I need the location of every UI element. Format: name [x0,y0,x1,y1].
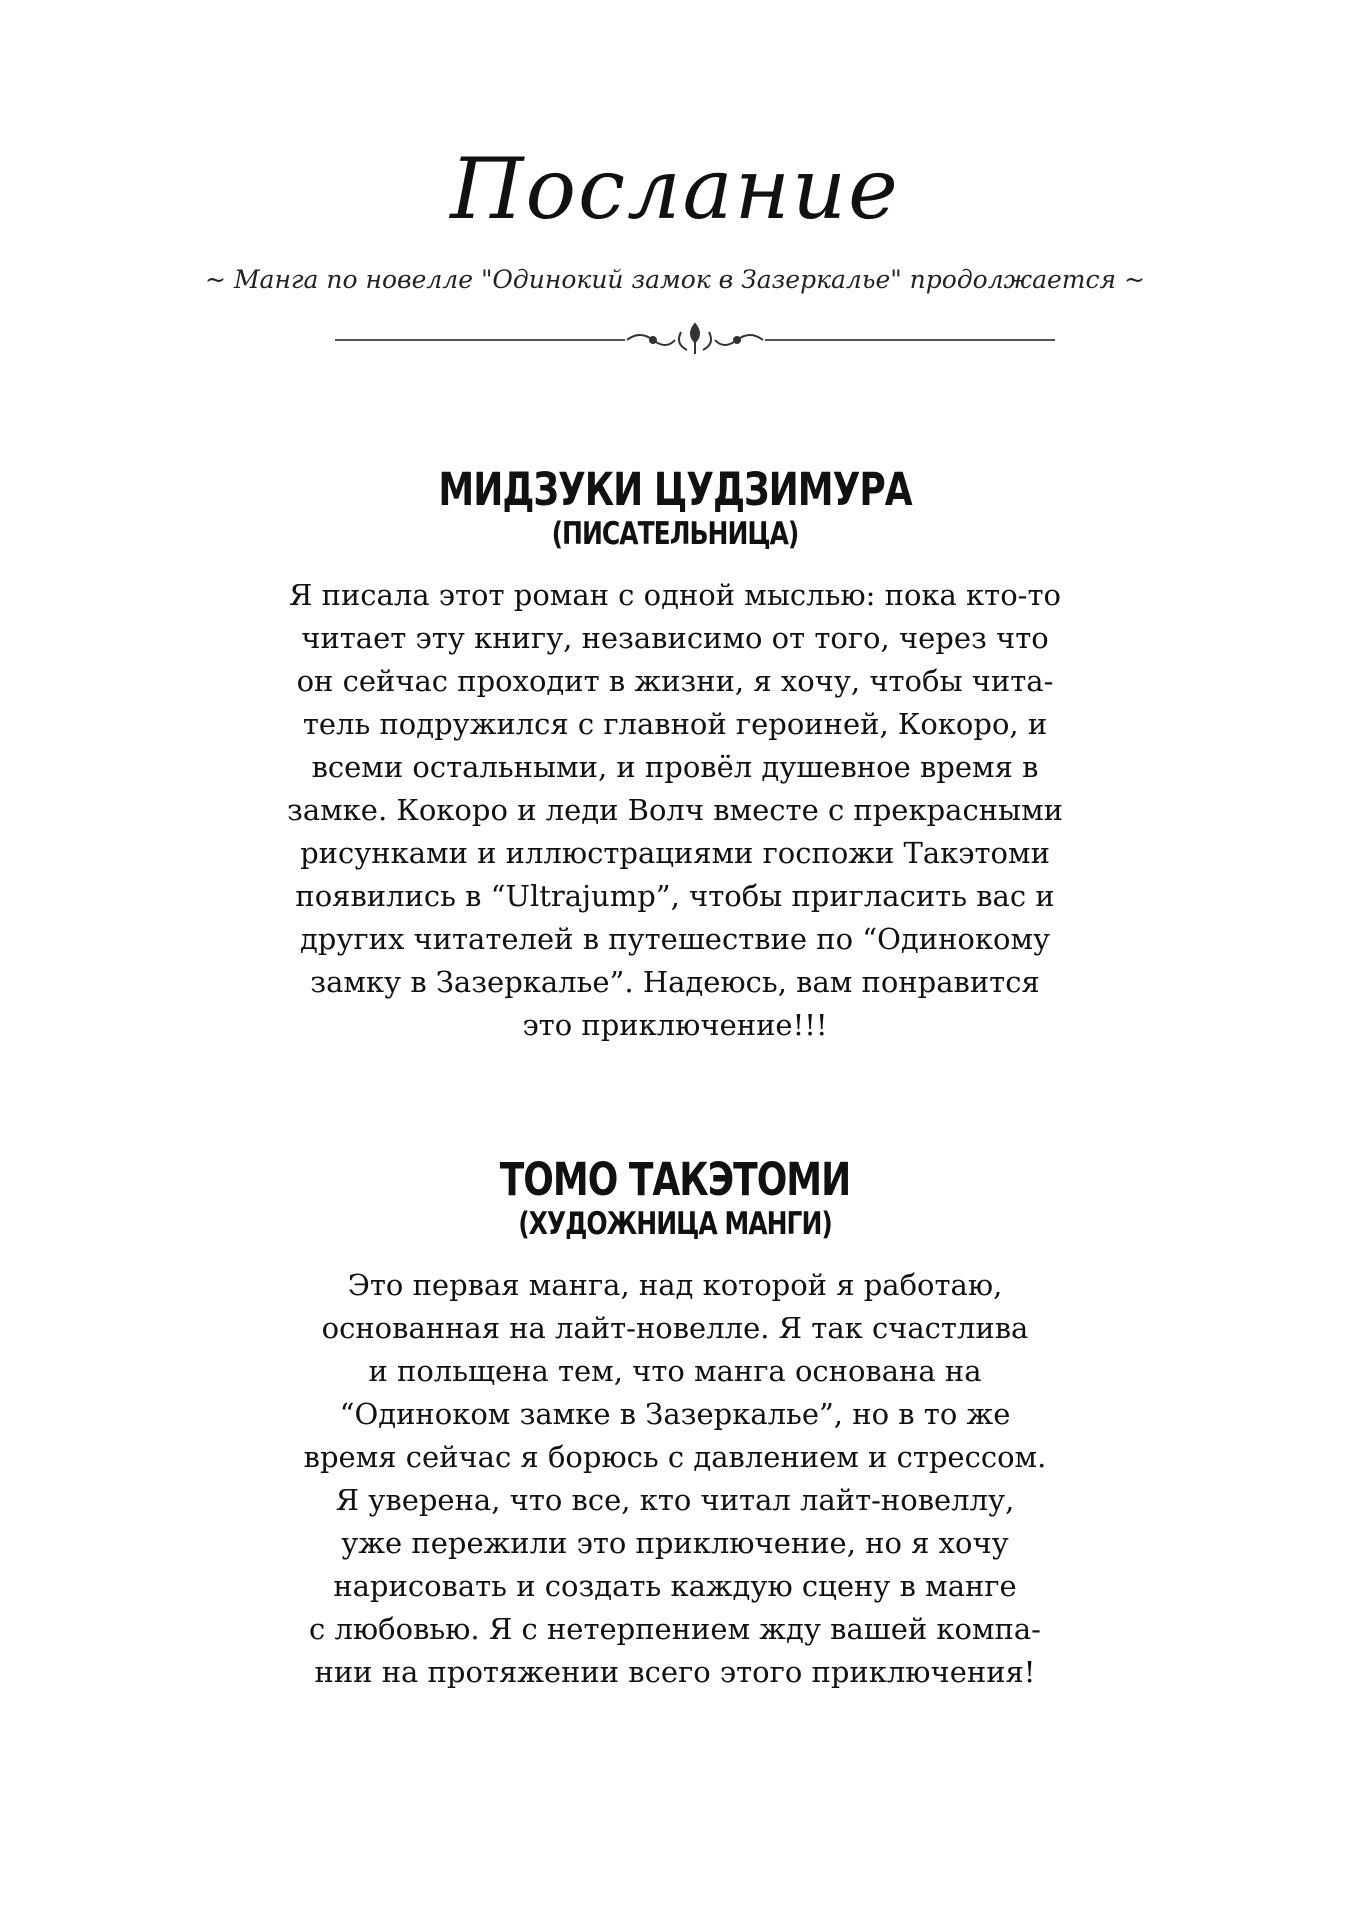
flourish-ornament-icon [627,324,763,354]
artist-message [175,1264,1175,1694]
author-role: (ХУДОЖНИЦА МАНГИ) [518,1205,832,1242]
message-line: уже пережили это приключение, но я хочу [341,1526,1009,1560]
message-line: нарисовать и создать каждую сцену в манге [333,1569,1017,1603]
message-line: это приключение!!! [522,1008,828,1042]
ornamental-divider [335,320,1055,360]
message-line: “Одиноком замке в Зазеркалье”, но в то же [339,1397,1011,1431]
author-name: ТОМО ТАКЭТОМИ [499,1154,851,1207]
message-line: читает эту книгу, независимо от того, через что [301,621,1049,655]
message-line: время сейчас я борюсь с давлением и стрессом. [303,1440,1047,1474]
message-line: всеми остальными, и провёл душевное время в [311,750,1039,784]
author-name: МИДЗУКИ ЦУДЗИМУРА [438,464,912,517]
message-line: замку в Зазеркалье”. Надеюсь, вам понравится [310,965,1040,999]
message-line: с любовью. Я с нетерпением жду вашей компа- [309,1612,1041,1646]
message-line: Я писала этот роман с одной мыслью: пока кто-то [289,578,1061,612]
section-author-heading [0,1154,1350,1242]
message-line: замке. Кокоро и леди Волч вместе с прекрасными [287,793,1063,827]
section-author-heading [0,464,1350,552]
message-line: появились в “Ultrajump”, чтобы пригласить вас и [295,879,1055,913]
message-line: рисунками и иллюстрациями госпожи Такэтоми [300,836,1050,870]
message-line: других читателей в путешествие по “Одинокому [299,922,1051,956]
message-line: Это первая манга, над которой я работаю, [347,1268,1003,1302]
author-role: (ПИСАТЕЛЬНИЦА) [551,515,799,552]
message-line: нии на протяжении всего этого приключения! [314,1655,1036,1689]
message-line: и польщена тем, что манга основана на [368,1354,982,1388]
page-title: Послание [450,140,900,238]
page-subtitle: ~ Манга по новелле "Одинокий замок в Зазеркалье" продолжается ~ [205,265,1145,294]
message-line: тель подружился с главной героиней, Кокоро, и [302,707,1048,741]
message-line: он сейчас проходит в жизни, я хочу, чтобы чита- [296,664,1054,698]
author-message [175,574,1175,1047]
message-line: Я уверена, что все, кто читал лайт-новеллу, [335,1483,1015,1517]
message-line: основанная на лайт-новелле. Я так счастлива [321,1311,1029,1345]
